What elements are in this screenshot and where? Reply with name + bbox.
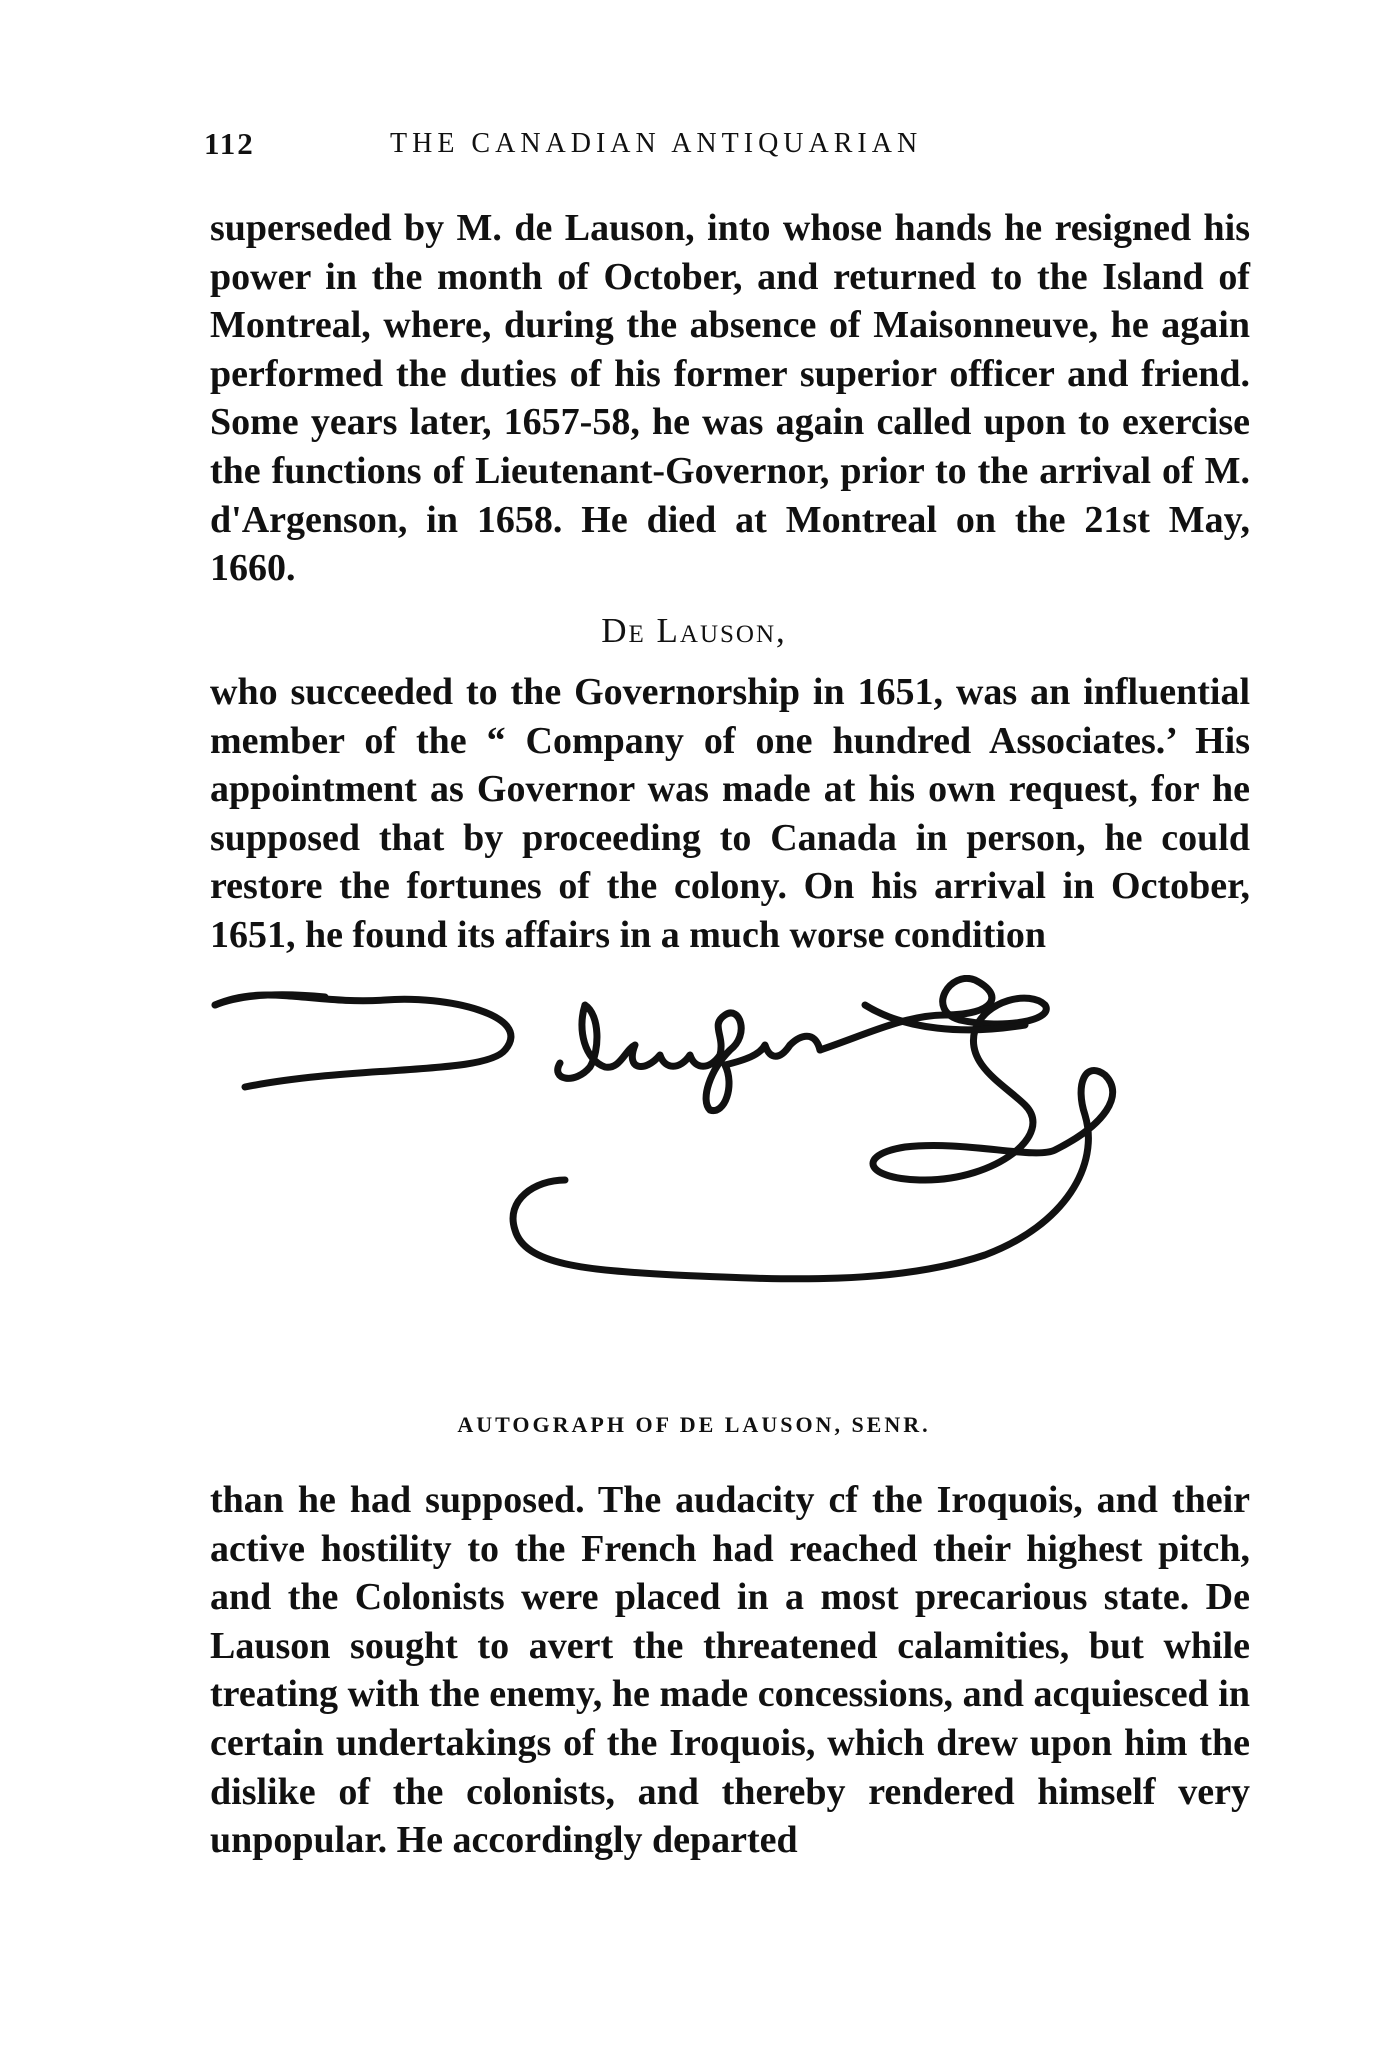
paragraph-1: superseded by M. de Lauson, into whose hands he resigned his power in the month of October, and returned to the Island of Montreal, where, during the absence of Maisonneuve, he again performed the duties of his former superior officer and friend. Some years later, 1657-58, he was again called upon to exercise the functions of Lieutenant-Governor, prior to the arrival of M. d'Argenson, in 1658. He died at Montreal on the 21st May, 1660. xyxy=(210,207,1250,590)
running-head xyxy=(204,126,1244,166)
journal-title: THE CANADIAN ANTIQUARIAN xyxy=(390,128,923,159)
signature-caption: AUTOGRAPH OF DE LAUSON, SENR. xyxy=(457,1412,931,1437)
paragraph-3: than he had supposed. The audacity cf the Iroquois, and their active hostility to the French had reached their highest pitch, and the Colonists were placed in a most precarious state. De Lauson sought to avert the threatened calamities, but while treating with the enemy, he made concessions, and acquiesced in certain undertakings of the Iroquois, which drew upon him the dislike of the colonists, and thereby rendered himself very unpopular. He accordingly departed xyxy=(210,1479,1250,1862)
paragraph-2: who succeeded to the Governorship in 1651, was an influential member of the “ Company of one hundred Associates.’ His appointment as Governor was made at his own request, for he supposed that by proceeding to Canada in person, he could restore the fortunes of the colony. On his arrival in October, 1651, he found its affairs in a much worse condition xyxy=(210,671,1250,956)
signature-name-strokes xyxy=(558,1005,820,1111)
signature-flourish-left xyxy=(215,995,511,1087)
section-heading: De Lauson, xyxy=(601,611,787,650)
page-number: 112 xyxy=(204,126,255,161)
signature-autograph xyxy=(205,975,1285,1385)
